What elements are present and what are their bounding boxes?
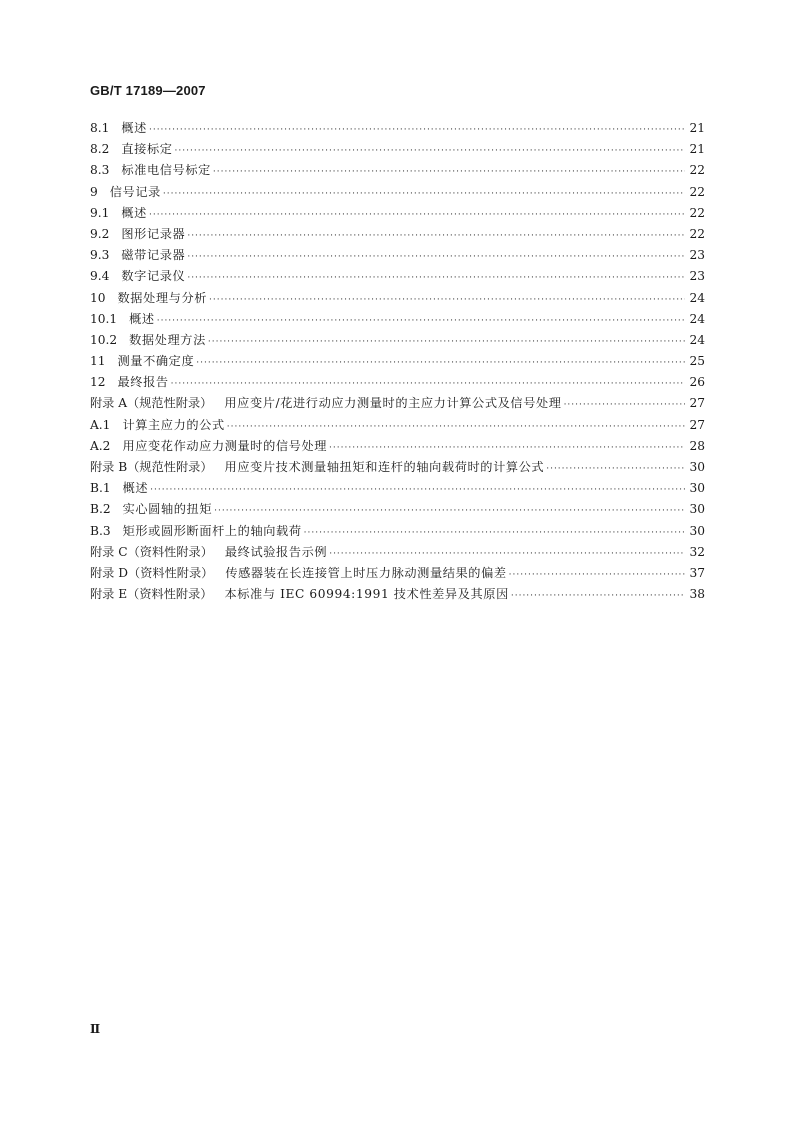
toc-row-annex-b[interactable] — [90, 457, 705, 478]
toc-number: 10.1 — [90, 311, 118, 326]
toc-page-number: 23 — [689, 269, 705, 284]
toc-title: 本标准与 IEC 60994:1991 技术性差异及其原因 — [224, 587, 509, 602]
dot-leader — [509, 565, 686, 586]
toc-row-12[interactable] — [90, 372, 705, 393]
toc-row-9[interactable] — [90, 182, 705, 203]
toc-page-number: 30 — [689, 502, 705, 517]
toc-row-annex-c[interactable] — [90, 542, 705, 563]
dot-leader — [304, 523, 686, 544]
toc-number: B.2 — [90, 502, 111, 517]
dot-leader — [213, 162, 686, 183]
toc-row-8-3[interactable] — [90, 160, 705, 181]
toc-row-9-4[interactable] — [90, 266, 705, 287]
toc-title: 概述 — [129, 311, 155, 326]
toc-row-annex-a[interactable] — [90, 393, 705, 414]
dot-leader — [150, 480, 685, 501]
toc-row-annex-d[interactable] — [90, 563, 705, 584]
toc-number: A.1 — [90, 417, 111, 432]
toc-title: 计算主应力的公式 — [122, 417, 225, 432]
dot-leader — [187, 226, 685, 247]
toc-title: 矩形或圆形断面杆上的轴向载荷 — [122, 523, 302, 538]
dot-leader — [171, 374, 686, 395]
dot-leader — [187, 247, 685, 268]
toc-page-number: 27 — [689, 417, 705, 432]
toc-title: 最终报告 — [117, 375, 169, 390]
toc-page-number: 23 — [689, 248, 705, 263]
toc-page-number: 22 — [689, 226, 705, 241]
toc-number: 附录 C（资料性附录） — [90, 544, 213, 559]
dot-leader — [214, 501, 685, 522]
toc-title: 传感器装在长连接管上时压力脉动测量结果的偏差 — [225, 565, 507, 580]
page-numeral: Ⅱ — [90, 1022, 101, 1036]
toc-row-annex-e[interactable] — [90, 584, 705, 605]
dot-leader — [149, 120, 686, 141]
toc-number: B.1 — [90, 481, 111, 496]
toc-title: 概述 — [121, 205, 147, 220]
dot-leader — [564, 395, 686, 416]
toc-page-number: 24 — [689, 290, 705, 305]
toc-page-number: 30 — [689, 523, 705, 538]
toc-number: 9.1 — [90, 205, 110, 220]
toc-number: 9.2 — [90, 226, 110, 241]
toc-number: 附录 E（资料性附录） — [90, 587, 213, 602]
toc-page-number: 37 — [689, 565, 705, 580]
toc-title: 直接标定 — [121, 142, 173, 157]
toc-row-a-1[interactable] — [90, 415, 705, 436]
toc-number: 8.3 — [90, 163, 110, 178]
toc-row-8-1[interactable] — [90, 118, 705, 139]
dot-leader — [208, 332, 686, 353]
toc-title: 概述 — [121, 121, 147, 135]
dot-leader — [157, 311, 686, 332]
toc-row-11[interactable] — [90, 351, 705, 372]
dot-leader — [227, 417, 686, 438]
toc-page-number: 30 — [689, 460, 705, 474]
toc-page-number: 22 — [689, 184, 705, 199]
dot-leader — [209, 290, 685, 311]
dot-leader — [149, 205, 686, 226]
toc-page-number: 22 — [689, 163, 705, 178]
dot-leader — [546, 459, 685, 480]
dot-leader — [511, 586, 686, 607]
toc-page-number: 30 — [689, 481, 705, 496]
toc-row-10-1[interactable] — [90, 309, 705, 330]
toc-title: 数据处理方法 — [129, 332, 206, 347]
toc-page-number: 21 — [689, 142, 705, 157]
dot-leader — [329, 438, 685, 459]
toc-title: 图形记录器 — [121, 226, 186, 241]
toc-page-number: 32 — [689, 544, 705, 559]
toc-page-number: 25 — [689, 354, 705, 369]
toc-row-9-3[interactable] — [90, 245, 705, 266]
toc-number: B.3 — [90, 523, 111, 538]
toc-number: 附录 A（规范性附录） — [90, 396, 213, 411]
toc-page-number: 24 — [689, 332, 705, 347]
toc-title: 测量不确定度 — [117, 354, 195, 369]
dot-leader — [163, 184, 686, 205]
document-code: GB/T 17189—2007 — [90, 83, 206, 98]
dot-leader — [196, 353, 685, 374]
dot-leader — [187, 268, 685, 289]
toc-number: 10.2 — [90, 332, 118, 347]
toc-page-number: 27 — [689, 396, 705, 411]
toc-number: 9.4 — [90, 269, 110, 284]
toc-title: 标准电信号标定 — [121, 163, 211, 178]
toc-page-number: 24 — [689, 311, 705, 326]
toc-title: 实心圆轴的扭矩 — [122, 502, 213, 517]
toc-number: 12 — [90, 375, 106, 390]
dot-leader — [175, 141, 686, 162]
toc-page-number: 22 — [689, 205, 705, 220]
toc-number: 附录 D（资料性附录） — [90, 565, 214, 580]
toc-title: 用应变片技术测量轴扭矩和连杆的轴向载荷时的计算公式 — [224, 460, 545, 474]
toc-number: 9.3 — [90, 248, 110, 263]
toc-number: 9 — [90, 184, 98, 199]
toc-page-number: 21 — [689, 121, 705, 135]
toc-title: 用应变花作动应力测量时的信号处理 — [122, 438, 328, 453]
toc-title: 数字记录仪 — [121, 269, 186, 284]
toc-row-9-1[interactable] — [90, 203, 705, 224]
toc-title: 磁带记录器 — [121, 248, 186, 263]
toc-row-10[interactable] — [90, 288, 705, 309]
toc-title: 概述 — [122, 481, 149, 496]
toc-page-number: 38 — [689, 587, 705, 602]
toc-number: 11 — [90, 354, 106, 369]
toc-number: 附录 B（规范性附录） — [90, 460, 213, 474]
dot-leader — [329, 544, 685, 565]
toc-row-9-2[interactable] — [90, 224, 705, 245]
toc-row-a-2[interactable] — [90, 436, 705, 457]
toc-title: 信号记录 — [109, 184, 161, 199]
toc-number: A.2 — [90, 438, 111, 453]
toc-row-8-2[interactable] — [90, 139, 705, 160]
toc-row-10-2[interactable] — [90, 330, 705, 351]
toc-row-b-3[interactable] — [90, 521, 705, 542]
toc-row-b-1[interactable] — [90, 478, 705, 499]
table-of-contents — [90, 118, 705, 605]
toc-number: 8.2 — [90, 142, 110, 157]
toc-number: 8.1 — [90, 121, 110, 135]
toc-page-number: 28 — [689, 438, 705, 453]
toc-title: 最终试验报告示例 — [224, 544, 328, 559]
toc-title: 用应变片/花进行动应力测量时的主应力计算公式及信号处理 — [224, 396, 562, 411]
toc-page-number: 26 — [689, 375, 705, 390]
toc-number: 10 — [90, 290, 106, 305]
toc-row-b-2[interactable] — [90, 499, 705, 520]
toc-title: 数据处理与分析 — [117, 290, 208, 305]
